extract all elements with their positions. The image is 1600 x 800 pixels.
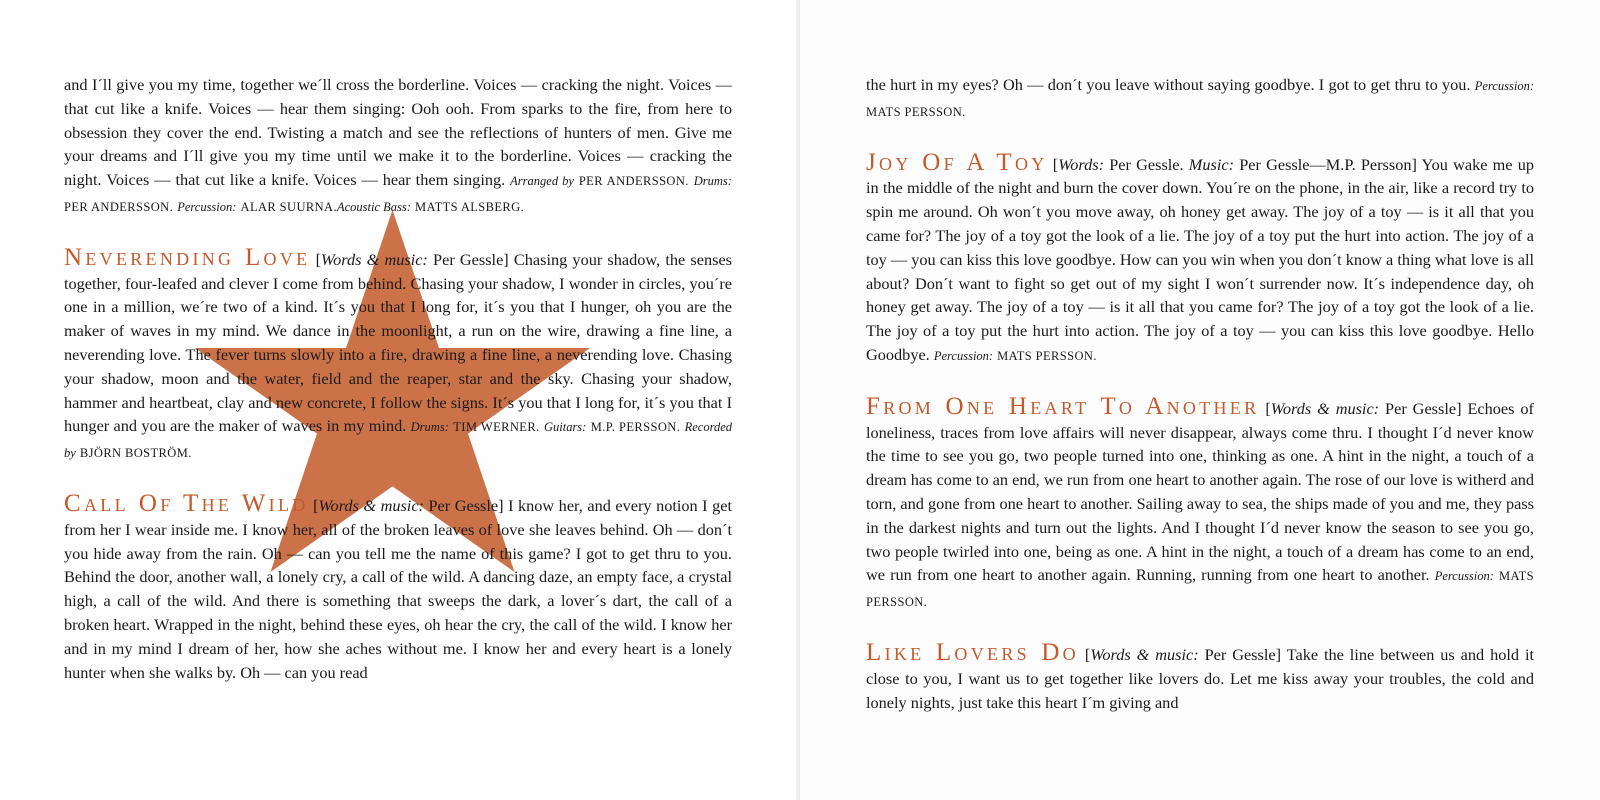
writers-name: Per Gessle] (433, 249, 509, 269)
lyrics-text: Take the line between us and hold it close to you, I want us to get together like lovers do. Let me kiss away your troubles, the cold and lonely nights, just take this heart I´m giving and (866, 644, 1534, 712)
credit-name: ALAR SUURNA. (240, 199, 337, 214)
song-title: Like Lovers Do (866, 638, 1079, 666)
right-column (866, 73, 1534, 740)
credit-name: TIM WERNER. (453, 420, 540, 435)
credit-name: BJÖRN BOSTRÖM. (79, 446, 192, 461)
credit-role: Percussion: (1434, 569, 1494, 584)
lyrics-text: the hurt in my eyes? Oh — don´t you leave without saying goodbye. I got to get thru to you. (866, 75, 1471, 94)
song-joy-of-a-toy (866, 148, 1534, 369)
song-like-lovers-do (866, 638, 1534, 714)
song-title: Call Of The Wild (64, 489, 309, 517)
credit-name: MATS PERSSON. (866, 569, 1534, 610)
credit-role: Acoustic Bass: (337, 199, 411, 214)
credit-name: M.P. PERSSON. (590, 420, 681, 435)
credit-role: Guitars: (543, 420, 587, 435)
lyric-block-continuation-right (866, 73, 1534, 125)
credit-name: PER ANDERSSON. (64, 199, 174, 214)
writers-bracket: [ (1265, 398, 1271, 418)
credit-name: PER ANDERSSON. (578, 174, 689, 189)
lyric-block-continuation-left (64, 73, 732, 220)
credit-role: Recorded by (64, 420, 733, 461)
credit-role: Percussion: (177, 199, 237, 214)
writers-role: Music: (1188, 154, 1235, 174)
writers-role: Words & music: (318, 495, 424, 515)
writers-role: Words & music: (1270, 398, 1380, 418)
writers-name: Per Gessle. (1109, 154, 1184, 174)
writers-name: Per Gessle—M.P. Persson] (1239, 154, 1417, 174)
song-title: Neverending Love (64, 243, 311, 271)
writers-role: Words & music: (1090, 644, 1199, 664)
lyrics-text: I know her, and every notion I get from her I wear inside me. I know her, all of the broken leaves of love she leaves behind. Oh — don´t you hide away from the rain. Oh — can you tell me the name of this game? I got to get thru to you. Behind the door, another wall, a lonely cry, a call of the wild. A dancing daze, an empty face, a crystal high, a call of the wild. And there is something that sweeps the dark, a lover´s dart, the call of a broken heart. Wrapped in the night, behind these eyes, oh hear the cry, the call of the wild. I know her and in my mind I dream of her, how she aches without me. I know her and every heart is a lonely hunter when she walks by. Oh — can you read (64, 495, 732, 682)
writers-name: Per Gessle] (1204, 644, 1282, 664)
song-call-of-the-wild (64, 489, 732, 684)
writers-name: Per Gessle] (1385, 398, 1462, 418)
credit-role: Percussion: (1474, 79, 1534, 93)
credit-name: MATTS ALSBERG. (415, 199, 525, 214)
credit-name: MATS PERSSON. (997, 348, 1097, 363)
writers-role: Words: (1058, 154, 1105, 174)
writers-bracket: [ (315, 249, 322, 269)
credit-role: Drums: (410, 420, 449, 435)
song-title: Joy Of A Toy (866, 148, 1048, 176)
song-from-one-heart-to-another (866, 392, 1534, 615)
credit-name: MATS PERSSON. (866, 104, 966, 119)
lyrics-text: Chasing your shadow, the senses together, four-leafed and clever I come from behind. Chasing your shadow, I wonder in circles, you´re one in a million, we´re two of a kind. It´s you that I long for, it´s you that I hunger, oh you are the maker of waves in my mind. We dance in the moonlight, a run on the wire, drawing a fine line, a neverending love. The fever turns slowly into a fire, drawing a fine line, a neverending love. Chasing your shadow, moon and the water, field and the reaper, star and the sky. Chasing your shadow, hammer and heartbeat, clay and new concrete, I follow the signs. It´s you that I long for, it´s you that I hunger and you are the maker of waves in my mind. (64, 249, 733, 436)
writers-bracket: [ (1052, 154, 1059, 174)
song-title: From One Heart To Another (866, 392, 1260, 420)
writers-bracket: [ (313, 495, 319, 515)
lyrics-text: You wake me up in the middle of the night and burn the cover down. You´re on the phone, in the air, like a record try to spin me around. Oh won´t you move away, oh honey get away. The joy of a toy — is it all that you came for? The joy of a toy got the look of a lie. The joy of a toy put the hurt into action. The joy of a toy — you can kiss this love goodbye. How can you win when you don´t know a thing what love is all about? Don´t want to fight so get out of my sight I won´t surrender now. It´s independence day, oh honey get away. The joy of a toy — is it all that you came for? The joy of a toy got the look of a lie. The joy of a toy put the hurt into action. The joy of a toy — you can kiss this love goodbye. Hello Goodbye. (866, 154, 1534, 364)
left-column (64, 73, 732, 710)
writers-name: Per Gessle] (428, 495, 504, 515)
lyrics-text: and I´ll give you my time, together we´ll cross the borderline. Voices — cracking the night. Voices — that cut like a knife. Voices — hear them singing: Ooh ooh. From sparks to the fire, from here to obsession they cover the end. Twisting a match and see the reflections of hunters of men. Give me your dreams and I´ll give you my time until we make it to the borderline. Voices — cracking the night. Voices — that cut like a knife. Voices — hear them singing. (64, 75, 732, 190)
lyrics-text: Echoes of loneliness, traces from love affairs will never disappear, always come thru. I thought I´d never know the time to see you go, two people turned into one, thinking as one. A hint in the night, a touch of a dream has come to an end, we run from one heart to another again. The rose of our love is witherd and torn, and gone from one heart to another. Sailing away to sea, the ships made of you and me, they pass in the darkest nights and turn out the lights. And I thought I´d never know the season to see you go, two people twirled into one, being as one. A hint in the night, a touch of a dream has come to an end, we run from one heart to another again. Running, running from one heart to another. (866, 398, 1534, 585)
credit-role: Drums: (693, 174, 732, 189)
writers-role: Words & music: (321, 249, 428, 269)
writers-bracket: [ (1084, 644, 1091, 664)
credit-role: Percussion: (933, 348, 994, 363)
credit-role: Arranged by (510, 174, 574, 189)
song-neverending-love (64, 243, 733, 466)
